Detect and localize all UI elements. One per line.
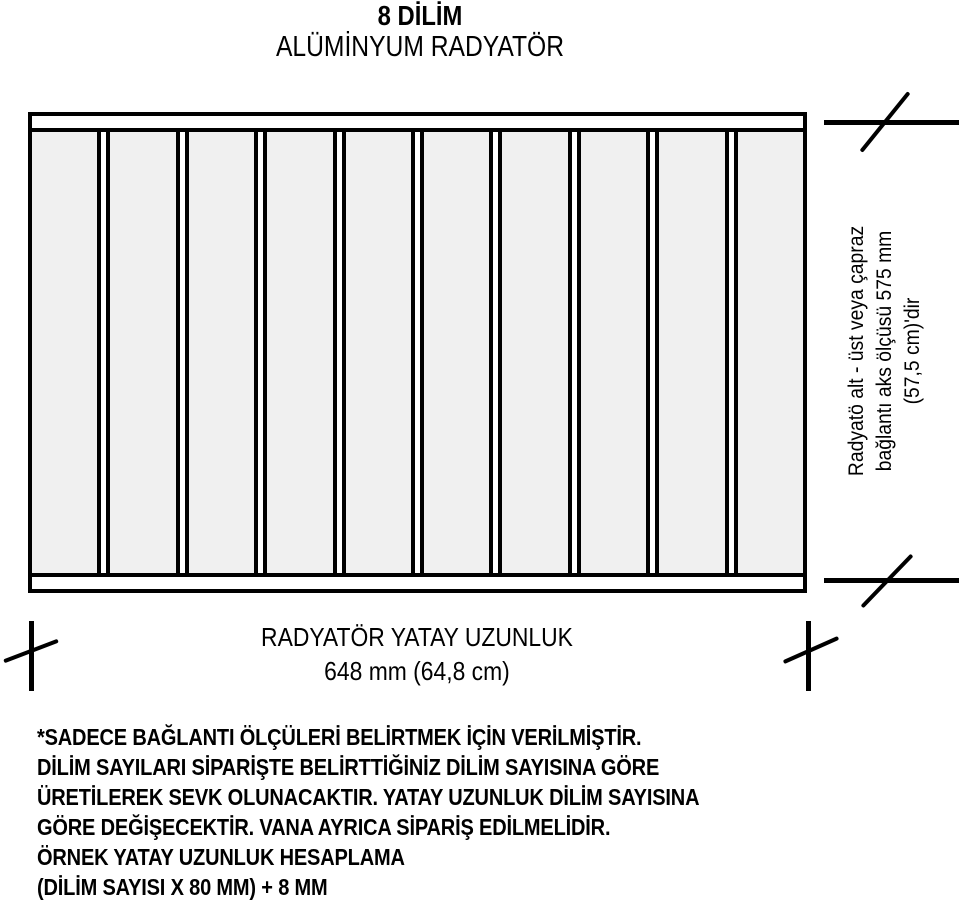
radiator-section	[577, 132, 650, 573]
horizontal-length-value: 648 mm (64,8 cm)	[324, 656, 510, 686]
order-notes	[37, 722, 699, 902]
axis-distance-note-line3: (57,5 cm)'dir	[901, 297, 924, 405]
note-line: *SADECE BAĞLANTI ÖLÇÜLERİ BELİRTMEK İÇİN VERİLMİŞTİR.	[37, 724, 642, 750]
axis-distance-note-line2: bağlantı aks ölçüsü 575 mm	[873, 230, 896, 472]
radiator-section	[734, 132, 803, 573]
note-line: GÖRE DEĞİŞECEKTİR. VANA AYRICA SİPARİŞ EDİLMELİDİR.	[37, 814, 611, 840]
radiator-body	[32, 132, 803, 573]
horizontal-length-title: RADYATÖR YATAY UZUNLUK	[261, 622, 573, 652]
radiator-section	[263, 132, 336, 573]
dimension-extension-left	[29, 621, 34, 691]
title-block	[63, 0, 777, 63]
dimension-extension-right	[806, 621, 811, 691]
radiator-section	[655, 132, 728, 573]
radiator-section	[342, 132, 415, 573]
axis-distance-note	[843, 93, 927, 608]
title-product-name: ALÜMİNYUM RADYATÖR	[275, 31, 565, 63]
radiator-section	[498, 132, 571, 573]
radiator-diagram	[28, 112, 807, 593]
title-section-count: 8 DİLİM	[377, 0, 463, 31]
radiator-section	[420, 132, 493, 573]
note-line: DİLİM SAYILARI SİPARİŞTE BELİRTTİĞİNİZ DİLİM SAYISINA GÖRE	[37, 754, 660, 780]
radiator-bottom-manifold	[32, 573, 803, 589]
dimension-tick-right	[783, 636, 839, 664]
note-line: ÖRNEK YATAY UZUNLUK HESAPLAMA	[37, 844, 405, 870]
radiator-section	[106, 132, 179, 573]
radiator-top-manifold	[32, 116, 803, 132]
horizontal-length-label	[162, 620, 672, 688]
radiator-section	[32, 132, 101, 573]
note-line: ÜRETİLEREK SEVK OLUNACAKTIR. YATAY UZUNLUK DİLİM SAYISINA	[37, 784, 700, 810]
note-line: (DİLİM SAYISI X 80 MM) + 8 MM	[37, 874, 328, 900]
axis-distance-note-line1: Radyatö alt - üst veya çapraz	[845, 225, 868, 477]
radiator-section	[185, 132, 258, 573]
